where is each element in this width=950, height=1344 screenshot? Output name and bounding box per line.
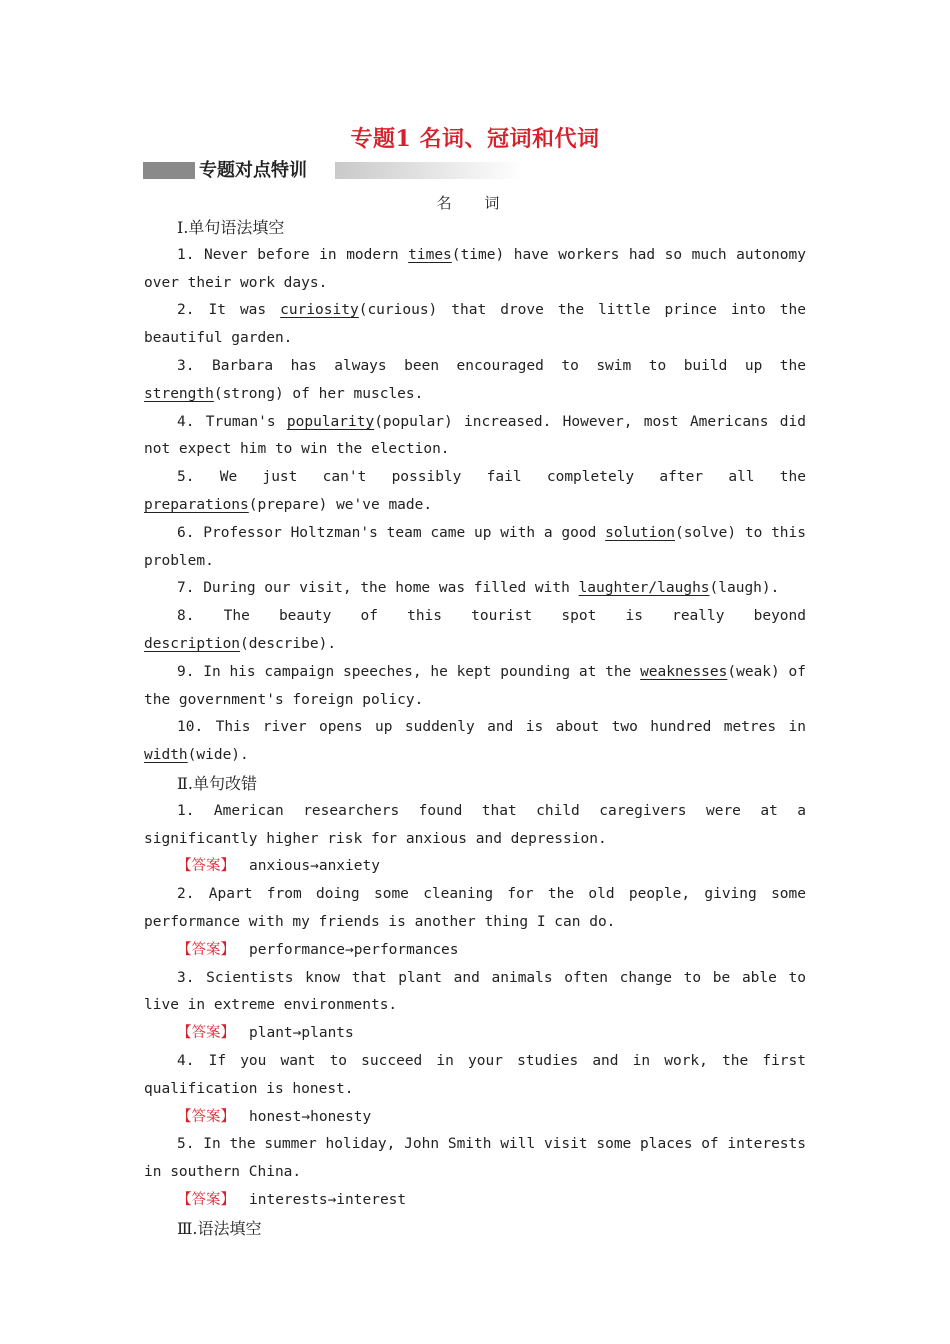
answer-line: 【答案】 performance→performances bbox=[177, 941, 459, 958]
answer-line: 【答案】 interests→interest bbox=[177, 1191, 407, 1208]
answer-tag: 【答案】 bbox=[177, 858, 235, 875]
fill-item: 10. This river opens up suddenly and is about two hundred metres in width(wide). bbox=[144, 719, 806, 764]
banner-label: 专题对点特训 bbox=[199, 158, 311, 184]
answer-text: width bbox=[144, 747, 188, 764]
answer-line: 【答案】 anxious→anxiety bbox=[177, 858, 380, 875]
answer-text: description bbox=[144, 635, 241, 652]
answer-line: 【答案】 honest→honesty bbox=[177, 1108, 372, 1125]
section-heading: 名 词 bbox=[436, 194, 514, 212]
answer-text: curiosity bbox=[280, 302, 359, 319]
fill-item: 1. Never before in modern times(time) have workers had so much autonomy over their work days. bbox=[144, 246, 806, 291]
document-body bbox=[144, 214, 806, 1242]
fill-item: 5. We just can't possibly fail completely after all the preparations(prepare) we've made. bbox=[144, 469, 806, 513]
fill-item: 3. Barbara has always been encouraged to swim to build up the strength(strong) of her muscles. bbox=[144, 357, 806, 402]
banner-bar-dark bbox=[143, 162, 195, 179]
answer-text: laughter/laughs bbox=[578, 580, 710, 597]
answer-tag: 【答案】 bbox=[177, 1025, 235, 1042]
answer-text: times bbox=[408, 246, 452, 263]
correction-item: 5. In the summer holiday, John Smith will visit some places of interests in southern China. bbox=[144, 1136, 806, 1181]
fill-item: 7. During our visit, the home was filled with laughter/laughs(laugh). bbox=[177, 580, 780, 597]
answer-text: popularity bbox=[286, 413, 375, 430]
fill-item: 9. In his campaign speeches, he kept pounding at the weaknesses(weak) of the government's foreign policy. bbox=[144, 663, 806, 708]
fill-item: 8. The beauty of this tourist spot is really beyond description(describe). bbox=[144, 608, 806, 652]
page-title: 专题1 名词、冠词和代词 bbox=[350, 126, 600, 152]
answer-text: preparations bbox=[144, 496, 249, 513]
answer-tag: 【答案】 bbox=[177, 941, 235, 958]
correction-item: 3. Scientists know that plant and animals often change to be able to live in extreme environments. bbox=[144, 969, 806, 1014]
fill-item: 4. Truman's popularity(popular) increased. However, most Americans did not expect him to win the election. bbox=[144, 413, 806, 458]
part2-heading: Ⅱ.单句改错 bbox=[177, 773, 257, 793]
correction-item: 1. American researchers found that child caregivers were at a significantly higher risk for anxious and depression. bbox=[144, 802, 806, 847]
answer-tag: 【答案】 bbox=[177, 1191, 235, 1208]
answer-text: weaknesses bbox=[640, 663, 728, 680]
correction-item: 4. If you want to succeed in your studies and in work, the first qualification is honest. bbox=[144, 1052, 806, 1097]
part3-heading: Ⅲ.语法填空 bbox=[177, 1218, 262, 1238]
fill-item: 2. It was curiosity(curious) that drove the little prince into the beautiful garden. bbox=[144, 302, 806, 347]
answer-tag: 【答案】 bbox=[177, 1108, 235, 1125]
answer-text: solution bbox=[605, 524, 675, 541]
fill-item: 6. Professor Holtzman's team came up with a good solution(solve) to this problem. bbox=[144, 524, 806, 569]
part1-heading: Ⅰ.单句语法填空 bbox=[177, 218, 285, 237]
answer-line: 【答案】 plant→plants bbox=[177, 1025, 354, 1042]
section-banner bbox=[143, 158, 523, 184]
banner-bar-gradient bbox=[335, 162, 523, 179]
correction-item: 2. Apart from doing some cleaning for the old people, giving some performance with my friends is another thing I can do. bbox=[144, 886, 806, 930]
answer-text: strength bbox=[144, 385, 214, 402]
